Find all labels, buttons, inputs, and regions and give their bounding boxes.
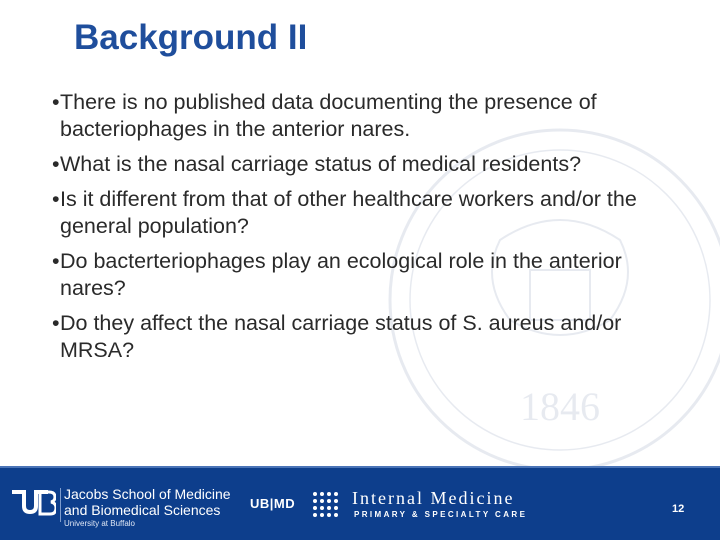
school-line-1: Jacobs School of Medicine bbox=[64, 486, 231, 502]
bullet-text: There is no published data documenting the presence of bacteriophages in the anterior nares. bbox=[60, 90, 597, 141]
bullet-item bbox=[52, 248, 692, 302]
department-title: Internal Medicine bbox=[352, 488, 515, 508]
bullet-marker: • bbox=[52, 249, 60, 273]
ub-logo-icon bbox=[10, 488, 56, 518]
bullet-item bbox=[52, 89, 692, 143]
bullet-marker: • bbox=[52, 187, 60, 211]
dot-grid-icon bbox=[310, 489, 340, 523]
bullet-item bbox=[52, 186, 692, 240]
bullet-list bbox=[52, 89, 692, 372]
footer-divider bbox=[60, 488, 61, 522]
bullet-marker: • bbox=[52, 311, 60, 335]
bullet-text: Is it different from that of other healthcare workers and/or the general population? bbox=[60, 187, 637, 238]
school-name bbox=[64, 486, 231, 529]
bullet-marker: • bbox=[52, 90, 60, 114]
bullet-item bbox=[52, 310, 692, 364]
seal-year: 1846 bbox=[520, 384, 600, 429]
school-line-2: and Biomedical Sciences bbox=[64, 502, 221, 518]
bullet-text: Do bacterteriophages play an ecological role in the anterior nares? bbox=[60, 249, 622, 300]
department-subtitle: PRIMARY & SPECIALTY CARE bbox=[354, 510, 528, 519]
footer-rule bbox=[0, 466, 720, 468]
bullet-marker: • bbox=[52, 152, 60, 176]
internal-medicine-logo bbox=[250, 486, 532, 528]
page-number: 12 bbox=[672, 503, 685, 515]
bullet-text: What is the nasal carriage status of medical residents? bbox=[60, 152, 582, 176]
ubmd-label: UB|MD bbox=[250, 496, 296, 511]
bullet-text: Do they affect the nasal carriage status of S. aureus and/or MRSA? bbox=[60, 311, 622, 362]
bullet-item bbox=[52, 151, 692, 178]
footer-bar bbox=[0, 466, 720, 540]
slide-title: Background II bbox=[74, 18, 308, 57]
university-name: University at Buffalo bbox=[64, 519, 135, 528]
